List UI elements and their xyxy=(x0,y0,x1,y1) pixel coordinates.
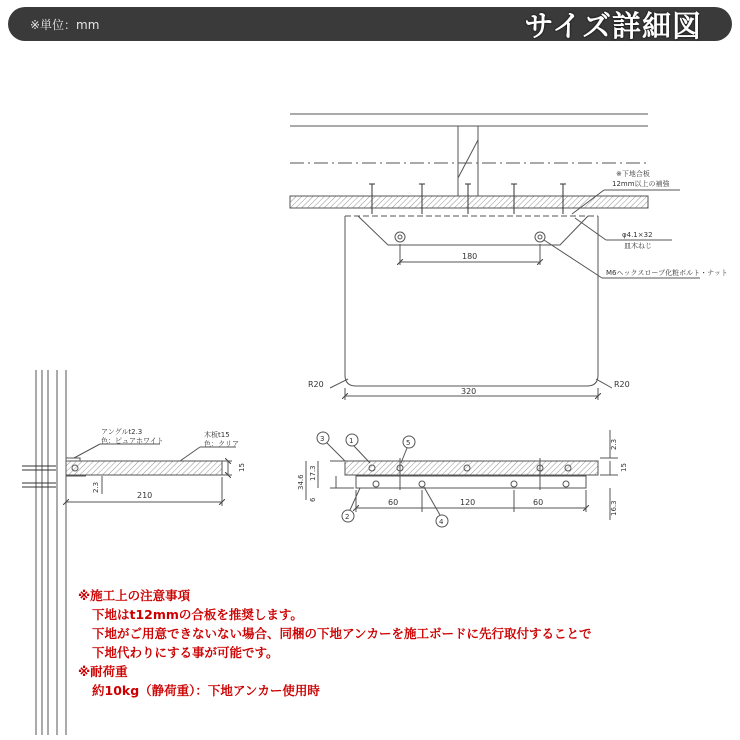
dim-6: 6 xyxy=(309,497,317,502)
dim-right-16-3: 16.3 xyxy=(610,500,618,516)
notes-line: 下地はt12mmの合板を推奨します。 xyxy=(92,607,303,622)
screw-label-1: φ4.1×32 xyxy=(622,231,653,239)
dim-210: 210 xyxy=(137,491,153,500)
page-title: サイズ詳細図 xyxy=(524,9,702,43)
front-view-labels xyxy=(297,435,628,526)
screw-label-2: 皿木ねじ xyxy=(624,242,652,250)
dim-60-left: 60 xyxy=(388,498,399,507)
front-board xyxy=(345,461,598,475)
angle-label-2: 色：ピュアホワイト xyxy=(101,437,164,445)
bolt-head xyxy=(535,232,545,242)
dim-15: 15 xyxy=(238,463,246,472)
notes-line: 約10kg（静荷重）：下地アンカー使用時 xyxy=(92,683,320,698)
board-outline xyxy=(345,216,598,386)
notes-heading-install: ※施工上の注意事項 xyxy=(78,588,191,603)
dim-right-2-3: 2.3 xyxy=(610,438,618,450)
angle-label-1: アングルt2.3 xyxy=(101,428,143,436)
dim-180: 180 xyxy=(462,252,478,261)
dim-2-3: 2.3 xyxy=(92,481,100,493)
plan-view xyxy=(290,114,700,400)
backing-note-1: ※下地合板 xyxy=(616,170,650,178)
dim-right-15: 15 xyxy=(620,463,628,472)
callout-1: 1 xyxy=(349,437,354,445)
angle-bracket xyxy=(358,216,588,245)
dim-320: 320 xyxy=(461,387,477,396)
notes-heading-load: ※耐荷重 xyxy=(78,664,128,679)
bolt-head xyxy=(395,232,405,242)
front-angle xyxy=(356,476,586,488)
radius-right: R20 xyxy=(614,380,630,389)
notes-line: 下地代わりにする事が可能です。 xyxy=(92,645,279,660)
radius-left: R20 xyxy=(308,380,324,389)
dim-60-right: 60 xyxy=(533,498,544,507)
callout-4: 4 xyxy=(439,518,444,526)
board-label-1: 木板t15 xyxy=(204,431,230,439)
installation-notes xyxy=(78,586,718,700)
dim-17-3: 17.3 xyxy=(309,465,317,481)
side-board xyxy=(66,461,222,475)
bolt-label: M6ヘックスロープ化粧ボルト・ナット xyxy=(606,269,728,277)
unit-label: ※単位：mm xyxy=(30,18,100,32)
board-label-2: 色：クリア xyxy=(204,440,239,448)
backing-note-2: 12mm以上の補強 xyxy=(612,180,670,188)
callout-2: 2 xyxy=(345,513,350,521)
dim-120: 120 xyxy=(460,498,476,507)
callout-3: 3 xyxy=(320,435,325,443)
notes-line: 下地がご用意できないない場合、同梱の下地アンカーを施工ボードに先行取付することで xyxy=(92,626,592,641)
dim-34-6: 34.6 xyxy=(297,474,305,490)
callout-5: 5 xyxy=(406,439,411,447)
